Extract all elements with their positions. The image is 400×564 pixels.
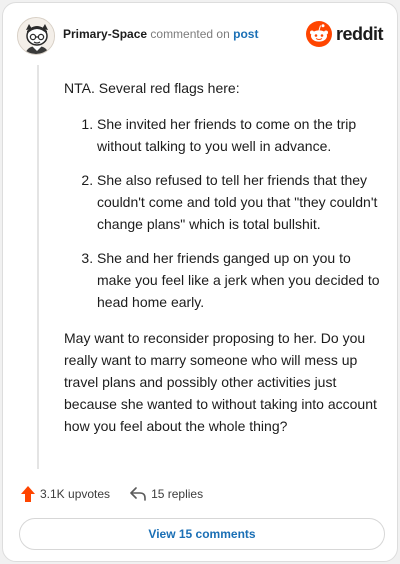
avatar[interactable] [17,17,55,55]
comment-meta [63,27,258,41]
list-item: 2. She also refused to tell her friends that they couldn't come and told you that "they couldn't change plans" which is total bullshit. [97,169,384,235]
comment-header [17,17,383,57]
post-link[interactable]: post [233,27,259,41]
avatar-image [18,18,55,55]
view-comments-button[interactable]: View 15 comments [19,518,385,550]
reddit-logo[interactable] [306,21,383,47]
comment-card [2,2,398,562]
upvote-arrow-icon [21,486,35,502]
red-flags-list [64,113,384,313]
reply-arrow-icon [130,487,146,501]
replies-button[interactable] [130,487,203,501]
upvote-count: 3.1K upvotes [40,487,111,501]
brand-wordmark: reddit [335,23,383,44]
commented-on-text: commented on [150,27,230,41]
list-item: 3. She and her friends ganged up on you to make you feel like a jerk when you decided to head home early. [97,247,384,313]
comment-actions [21,484,223,504]
comment-intro: NTA. Several red flags here: [64,80,240,96]
list-item: 1. She invited her friends to come on the trip without talking to you well in advance. [97,113,384,157]
reddit-snoo-icon [306,21,332,47]
replies-count: 15 replies [151,487,204,501]
upvote-button[interactable] [21,486,110,502]
thread-line[interactable] [37,65,39,469]
username-link[interactable]: Primary-Space [63,27,148,41]
comment-body [64,77,384,451]
comment-closing: May want to reconsider proposing to her. Do you really want to marry someone who will mess up travel plans and possibly other activities just because she wanted to without taking into account how you feel about the whole thing? [64,330,377,434]
